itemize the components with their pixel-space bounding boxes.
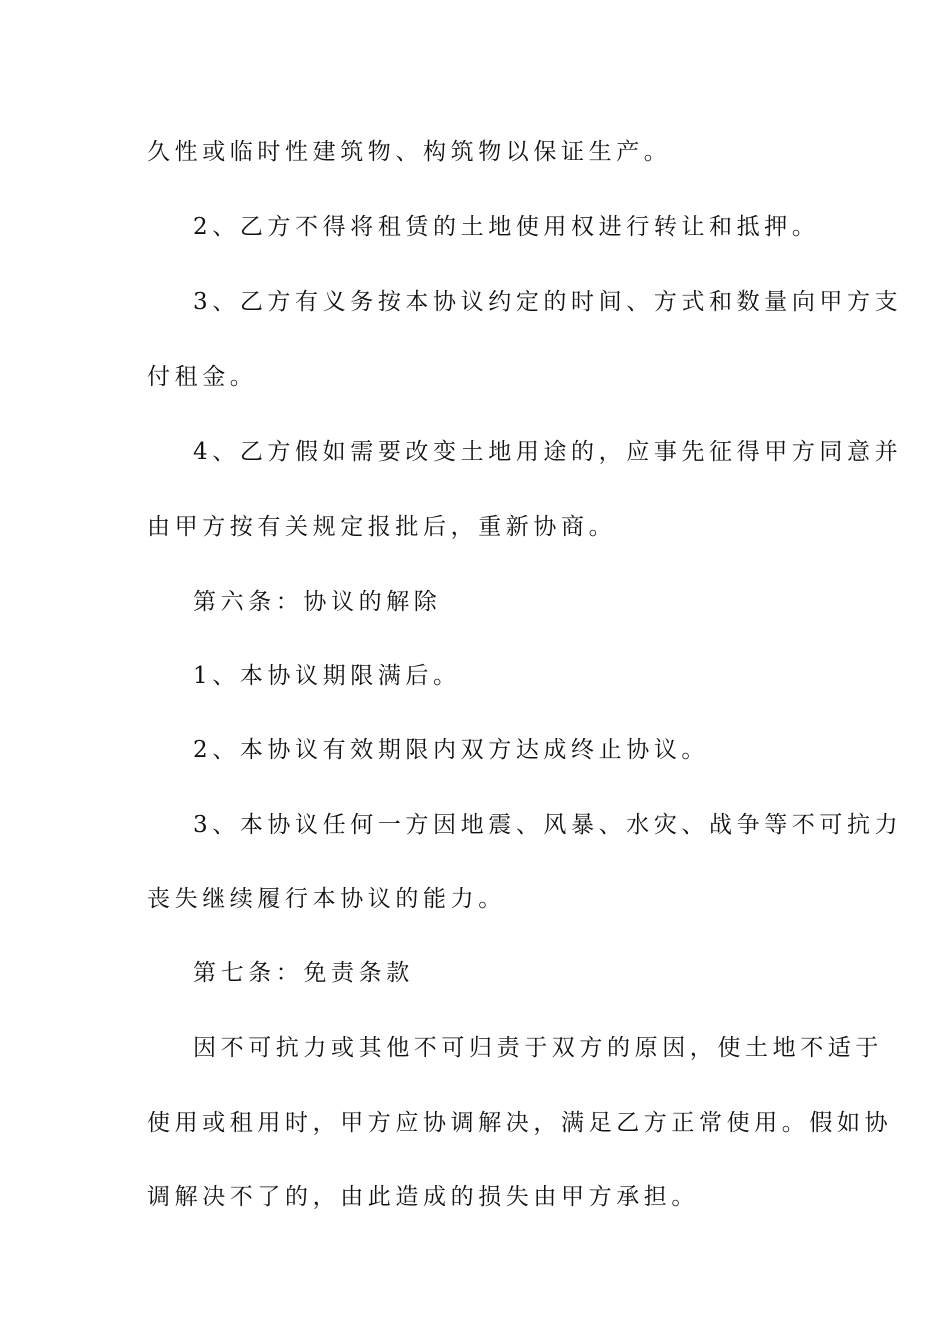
exemption-paragraph: 因不可抗力或其他不可归责于双方的原因，使土地不适于 <box>193 1035 883 1061</box>
termination-item-1: 1、本协议期限满后。 <box>193 663 461 689</box>
section-heading-article-6: 第六条：协议的解除 <box>193 589 442 615</box>
section-heading-article-7: 第七条：免责条款 <box>193 960 414 986</box>
text-line-continuation: 使用或租用时，甲方应协调解决，满足乙方正常使用。假如协 <box>147 1110 893 1136</box>
text-line-continuation: 付租金。 <box>147 364 258 390</box>
text-line-continuation: 由甲方按有关规定报批后，重新协商。 <box>147 514 617 540</box>
termination-item-3: 3、本协议任何一方因地震、风暴、水灾、战争等不可抗力 <box>193 812 903 838</box>
clause-item-3: 3、乙方有义务按本协议约定的时间、方式和数量向甲方支 <box>193 289 903 315</box>
text-line-continuation: 久性或临时性建筑物、构筑物以保证生产。 <box>147 139 672 165</box>
termination-item-2: 2、本协议有效期限内双方达成终止协议。 <box>193 737 710 763</box>
clause-item-2: 2、乙方不得将租赁的土地使用权进行转让和抵押。 <box>193 214 820 240</box>
clause-item-4: 4、乙方假如需要改变土地用途的，应事先征得甲方同意并 <box>193 439 903 465</box>
text-line-continuation: 调解决不了的，由此造成的损失由甲方承担。 <box>147 1184 699 1210</box>
text-line-continuation: 丧失继续履行本协议的能力。 <box>147 886 506 912</box>
